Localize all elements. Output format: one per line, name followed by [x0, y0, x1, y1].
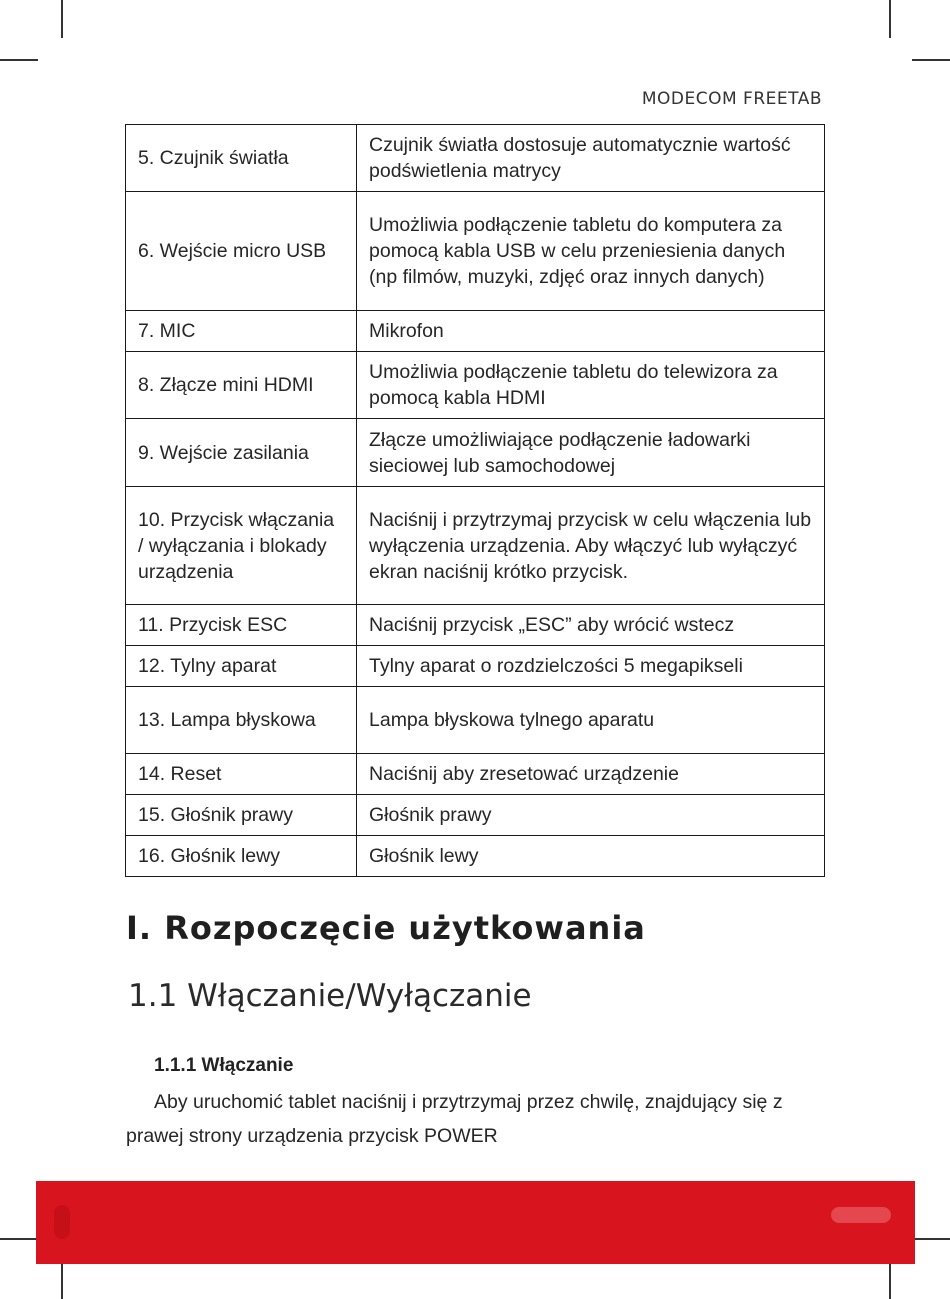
description-cell: Umożliwia podłączenie tabletu do telewizora za pomocą kabla HDMI: [357, 352, 825, 419]
part-cell: 15. Głośnik prawy: [126, 795, 357, 836]
crop-mark: [0, 1238, 38, 1240]
description-cell: Głośnik lewy: [357, 836, 825, 877]
description-cell: Naciśnij i przytrzymaj przycisk w celu włączenia lub wyłączenia urządzenia. Aby włączyć lub wyłączyć ekran naciśnij krótko przycisk.: [357, 487, 825, 605]
table-row: [126, 795, 825, 836]
part-cell: 8. Złącze mini HDMI: [126, 352, 357, 419]
footer-highlight: [831, 1207, 891, 1223]
subsubsection-title: 1.1.1 Włączanie: [154, 1055, 294, 1076]
crop-mark: [889, 1262, 891, 1299]
table-row: [126, 487, 825, 605]
part-cell: 12. Tylny aparat: [126, 646, 357, 687]
table-row: [126, 419, 825, 487]
description-cell: Naciśnij przycisk „ESC” aby wrócić wstecz: [357, 605, 825, 646]
table-row: [126, 754, 825, 795]
part-cell: 6. Wejście micro USB: [126, 192, 357, 311]
crop-mark: [61, 1262, 63, 1299]
table-row: [126, 646, 825, 687]
component-table: [125, 124, 825, 877]
table-row: [126, 687, 825, 754]
part-cell: 10. Przycisk włączania / wyłączania i blokady urządzenia: [126, 487, 357, 605]
crop-mark: [61, 0, 63, 38]
part-cell: 11. Przycisk ESC: [126, 605, 357, 646]
description-cell: Umożliwia podłączenie tabletu do komputera za pomocą kabla USB w celu przeniesienia danych (np filmów, muzyki, zdjęć oraz innych danych): [357, 192, 825, 311]
part-cell: 16. Głośnik lewy: [126, 836, 357, 877]
table-row: [126, 311, 825, 352]
part-cell: 5. Czujnik światła: [126, 125, 357, 192]
description-cell: Naciśnij aby zresetować urządzenie: [357, 754, 825, 795]
section-title: I. Rozpoczęcie użytkowania: [126, 909, 646, 947]
table-row: [126, 125, 825, 192]
description-cell: Złącze umożliwiające podłączenie ładowarki sieciowej lub samochodowej: [357, 419, 825, 487]
table-row: [126, 352, 825, 419]
crop-mark: [912, 59, 950, 61]
description-cell: Tylny aparat o rozdzielczości 5 megapikseli: [357, 646, 825, 687]
table-row: [126, 192, 825, 311]
description-cell: Mikrofon: [357, 311, 825, 352]
part-cell: 9. Wejście zasilania: [126, 419, 357, 487]
footer-decoration: [54, 1205, 70, 1239]
body-paragraph: Aby uruchomić tablet naciśnij i przytrzymaj przez chwilę, znajdujący się z prawej strony urządzenia przycisk POWER: [126, 1091, 783, 1147]
table-row: [126, 836, 825, 877]
description-cell: Głośnik prawy: [357, 795, 825, 836]
crop-mark: [912, 1238, 950, 1240]
part-cell: 14. Reset: [126, 754, 357, 795]
crop-mark: [889, 0, 891, 38]
footer-bar: [36, 1181, 915, 1264]
crop-mark: [0, 59, 38, 61]
table-row: [126, 605, 825, 646]
running-header: MODECOM FREETAB: [641, 89, 822, 109]
subsection-title: 1.1 Włączanie/Wyłączanie: [128, 978, 532, 1014]
part-cell: 13. Lampa błyskowa: [126, 687, 357, 754]
description-cell: Lampa błyskowa tylnego aparatu: [357, 687, 825, 754]
description-cell: Czujnik światła dostosuje automatycznie wartość podświetlenia matrycy: [357, 125, 825, 192]
part-cell: 7. MIC: [126, 311, 357, 352]
